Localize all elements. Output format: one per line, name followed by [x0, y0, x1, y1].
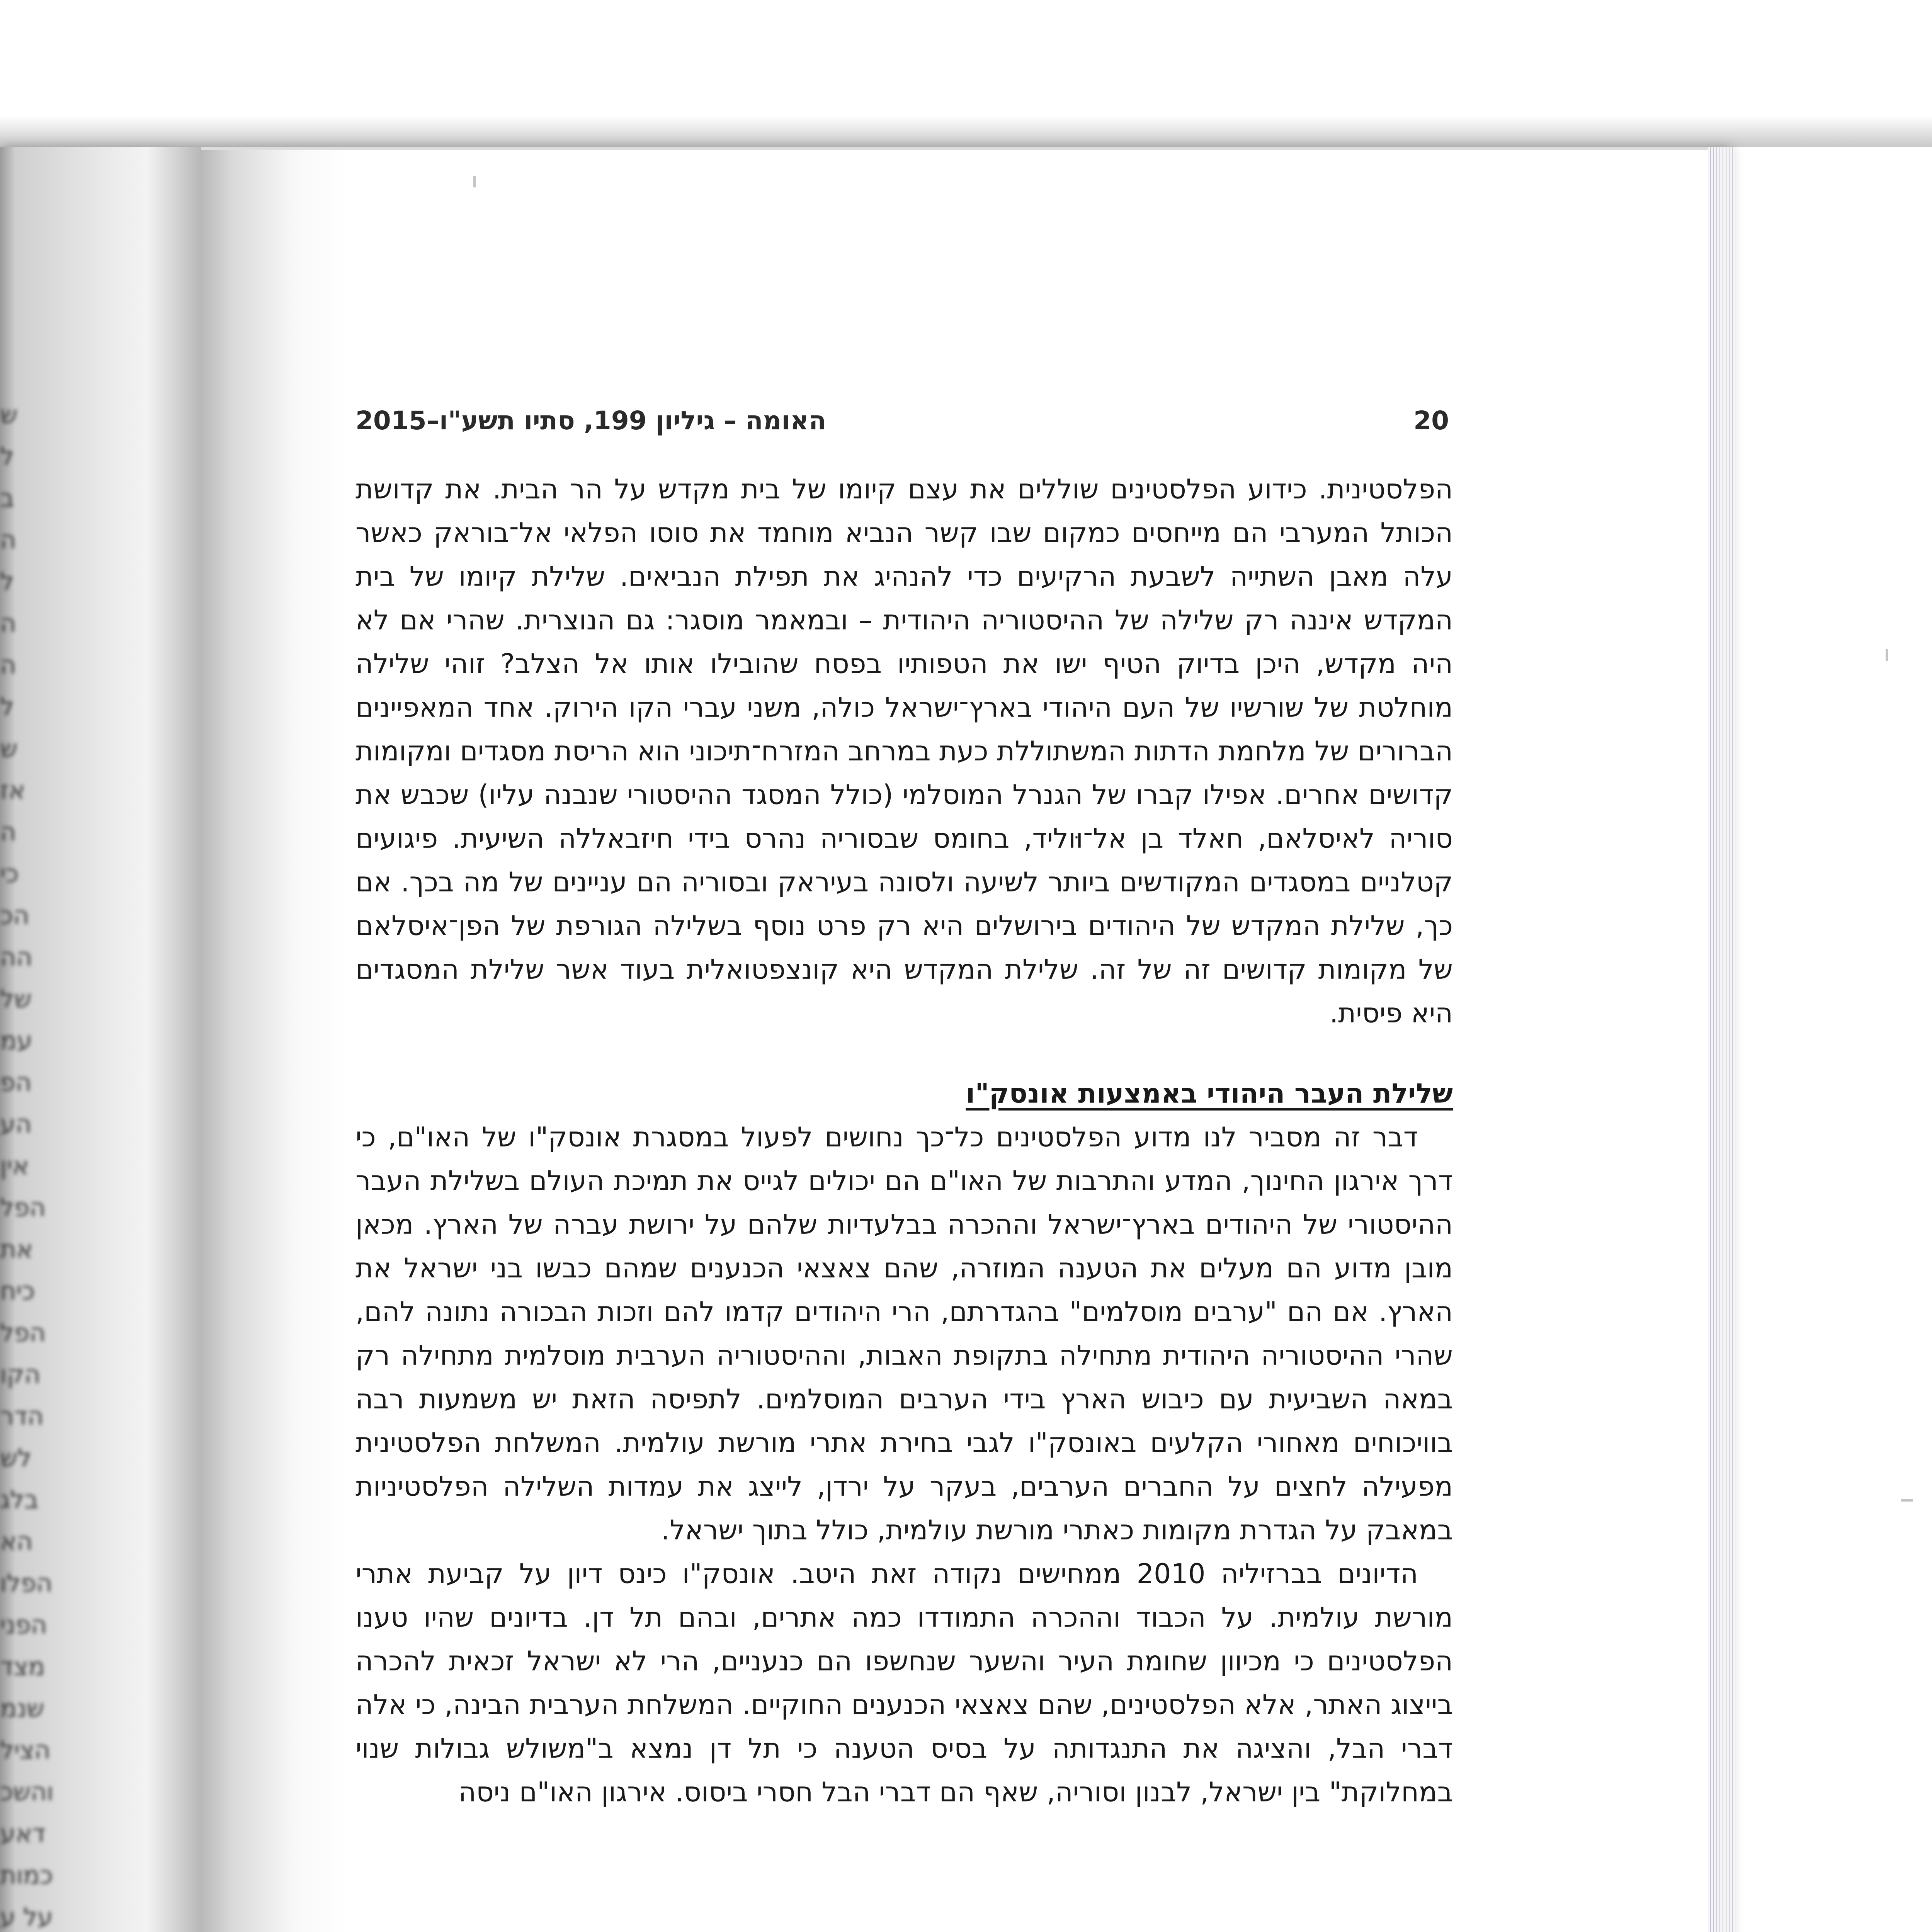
facing-page-fragment: ש	[0, 401, 18, 429]
section-heading: שלילת העבר היהודי באמצעות אונסק"ו	[966, 1078, 1453, 1109]
facing-page-fragment: ה	[0, 526, 16, 554]
facing-page-fragment: ל	[0, 693, 14, 721]
body-paragraph-2: דבר זה מסביר לנו מדוע הפלסטינים כל־כך נחושים לפעול במסגרת אונסק"ו של האו"ם, כי דרך אירגון החינוך, המדע והתרבות של האו"ם הם יכולים לגייס את תמיכת העולם בשלילת העבר ההיסטורי של היהודים בארץ־ישראל וההכרה בבלעדיות שלהם על ירושת עברה של הארץ. מכאן מובן מדוע הם מעלים את הטענה המוזרה, שהם צאצאי הכנענים שמהם כבשו בני ישראל את הארץ. אם הם "ערבים מוסלמים" בהגדרתם, הרי היהודים קדמו להם וזכות הבכורה נתונה להם, שהרי ההיסטוריה היהודית מתחילה בתקופת האבות, וההיסטוריה הערבית מוסלמית מתחילה רק במאה השביעית עם כיבוש הארץ בידי הערבים המוסלמים. לתפיסה הזאת יש משמעות רבה בוויכוחים מאחורי הקלעים באונסק"ו לגבי בחירת אתרי מורשת עולמית. המשלחת הפלסטינית מפעילה לחצים על החברים הערבים, בעקר על ירדן, לייצג את עמדות השלילה הפלסטיניות במאבק על הגדרת מקומות כאתרי מורשת עולמית, כולל בתוך ישראל.	[355, 1121, 1453, 1546]
facing-page-fragment: ה	[0, 818, 16, 847]
facing-page-fragment: הפלו	[0, 1569, 53, 1598]
facing-page-fragment: אז	[0, 776, 25, 805]
facing-page-fragment: הפני	[0, 1611, 47, 1639]
facing-page-fragment: ב	[0, 484, 14, 513]
facing-page-fragment: ל	[0, 568, 14, 596]
facing-page-fragment: כי	[0, 860, 19, 888]
facing-page-fragment: הפ	[0, 1068, 32, 1097]
facing-page-fragment: ה	[0, 609, 16, 638]
facing-page-fragment: מצד	[0, 1653, 45, 1681]
scan-speck	[1901, 1499, 1913, 1502]
page-top-edge	[201, 147, 1731, 150]
body-paragraph-1: הפלסטינית. כידוע הפלסטינים שוללים את עצם קיומו של בית מקדש על הר הבית. את קדושת הכותל המערבי הם מייחסים כמקום שבו קשר הנביא מוחמד את סוסו הפלאי אל־בוראק כאשר עלה מאבן השתייה לשבעת הרקיעים כדי להנהיג את תפילת הנביאים. שלילת קיומו של בית המקדש איננה רק שלילה של ההיסטוריה היהודית – ובמאמר מוסגר: גם הנוצרית. שהרי אם לא היה מקדש, היכן בדיוק הטיף ישו את הטפותיו בפסח שהובילו אותו אל הצלב? זוהי שלילה מוחלטת של שורשיו של העם היהודי בארץ־ישראל כולה, משני עברי הקו הירוק. אחד המאפיינים הברורים של מלחמת הדתות המשתוללת כעת במרחב המזרח־תיכוני הוא הריסת מסגדים ומקומות קדושים אחרים. אפילו קברו של הגנרל המוסלמי (כולל המסגד ההיסטורי שנבנה עליו) שכבש את סוריה לאיסלאם, חאלד בן אל־וּוליד, בחומס שבסוריה נהרס בידי חיזבאללה השיעית. פיגועים קטלניים במסגדים המקודשים ביותר לשיעה ולסונה בעיראק ובסוריה הם עניינים של מה בכך. אם כך, שלילת המקדש של היהודים בירושלים היא רק פרט נוסף בשלילה הגורפת של הפן־איסלאם של מקומות קדושים זה של זה. שלילת המקדש היא קונצפטואלית בעוד אשר שלילת המסגדים היא פיסית.	[355, 473, 1453, 1029]
body-paragraph-3: הדיונים בברזיליה 2010 ממחישים נקודה זאת היטב. אונסק"ו כינס דיון על קביעת אתרי מורשת עולמית. על הכבוד וההכרה התמודדו כמה אתרים, ובהם תל דן. בדיונים שהיו טענו הפלסטינים כי מכיוון שחומת העיר והשער שנחשפו הם כנעניים, הרי לא ישראל זכאית להכרה בייצוג האתר, אלא הפלסטינים, שהם צאצאי הכנענים החוקיים. המשלחת הערבית הבינה, כי אלה דברי הבל, והציגה את התנגדותה על בסיס הטענה כי תל דן נמצא ב"משולש גבולות שנוי במחלוקת" בין ישראל, לבנון וסוריה, שאף הם דברי הבל חסרי ביסוס. אירגון האו"ם ניסה	[355, 1558, 1453, 1808]
facing-page-fragment: כיח	[0, 1277, 35, 1306]
facing-page-fragment: הפל	[0, 1319, 46, 1347]
facing-page-fragment: ש	[0, 735, 18, 763]
facing-page-fragment: דאע	[0, 1820, 46, 1848]
facing-page-fragment: כמות	[0, 1861, 53, 1890]
facing-page-bleed	[0, 394, 58, 1932]
paragraph-spacer	[355, 1035, 1453, 1072]
facing-page-fragment: של	[0, 985, 32, 1014]
facing-page-fragment: הקו	[0, 1361, 41, 1389]
facing-page-fragment: את	[0, 1235, 33, 1264]
facing-page-fragment: על ע	[0, 1903, 53, 1932]
facing-page-fragment: הכ	[0, 901, 29, 930]
page-number: 20	[1413, 406, 1449, 435]
scan-speck	[1886, 649, 1888, 661]
article-body	[355, 468, 1453, 1814]
facing-page-fragment: הציל	[0, 1736, 51, 1765]
facing-page-fragment: הה	[0, 943, 32, 972]
facing-page-fragment: הפל	[0, 1194, 46, 1222]
facing-page-fragment: שנמ	[0, 1694, 44, 1723]
facing-page-fragment: לש	[0, 1444, 32, 1473]
facing-page-fragment: הדר	[0, 1402, 44, 1431]
scan-top-margin	[0, 0, 1932, 147]
facing-page-fragment: ל	[0, 442, 14, 471]
facing-page-fragment: בלג	[0, 1486, 39, 1514]
page-stack-edges	[1708, 147, 1735, 1932]
running-header	[355, 406, 1449, 448]
scan-speck	[473, 176, 476, 187]
facing-page-fragment: ה	[0, 651, 16, 680]
facing-page-fragment: אין	[0, 1152, 29, 1180]
facing-page-fragment: הע	[0, 1110, 32, 1139]
facing-page-fragment: הא	[0, 1527, 33, 1556]
facing-page-fragment: והשכ	[0, 1778, 54, 1806]
running-header-title: האומה – גיליון 199, סתיו תשע"ו–2015	[355, 406, 827, 435]
facing-page-fragment: עמ	[0, 1027, 32, 1055]
